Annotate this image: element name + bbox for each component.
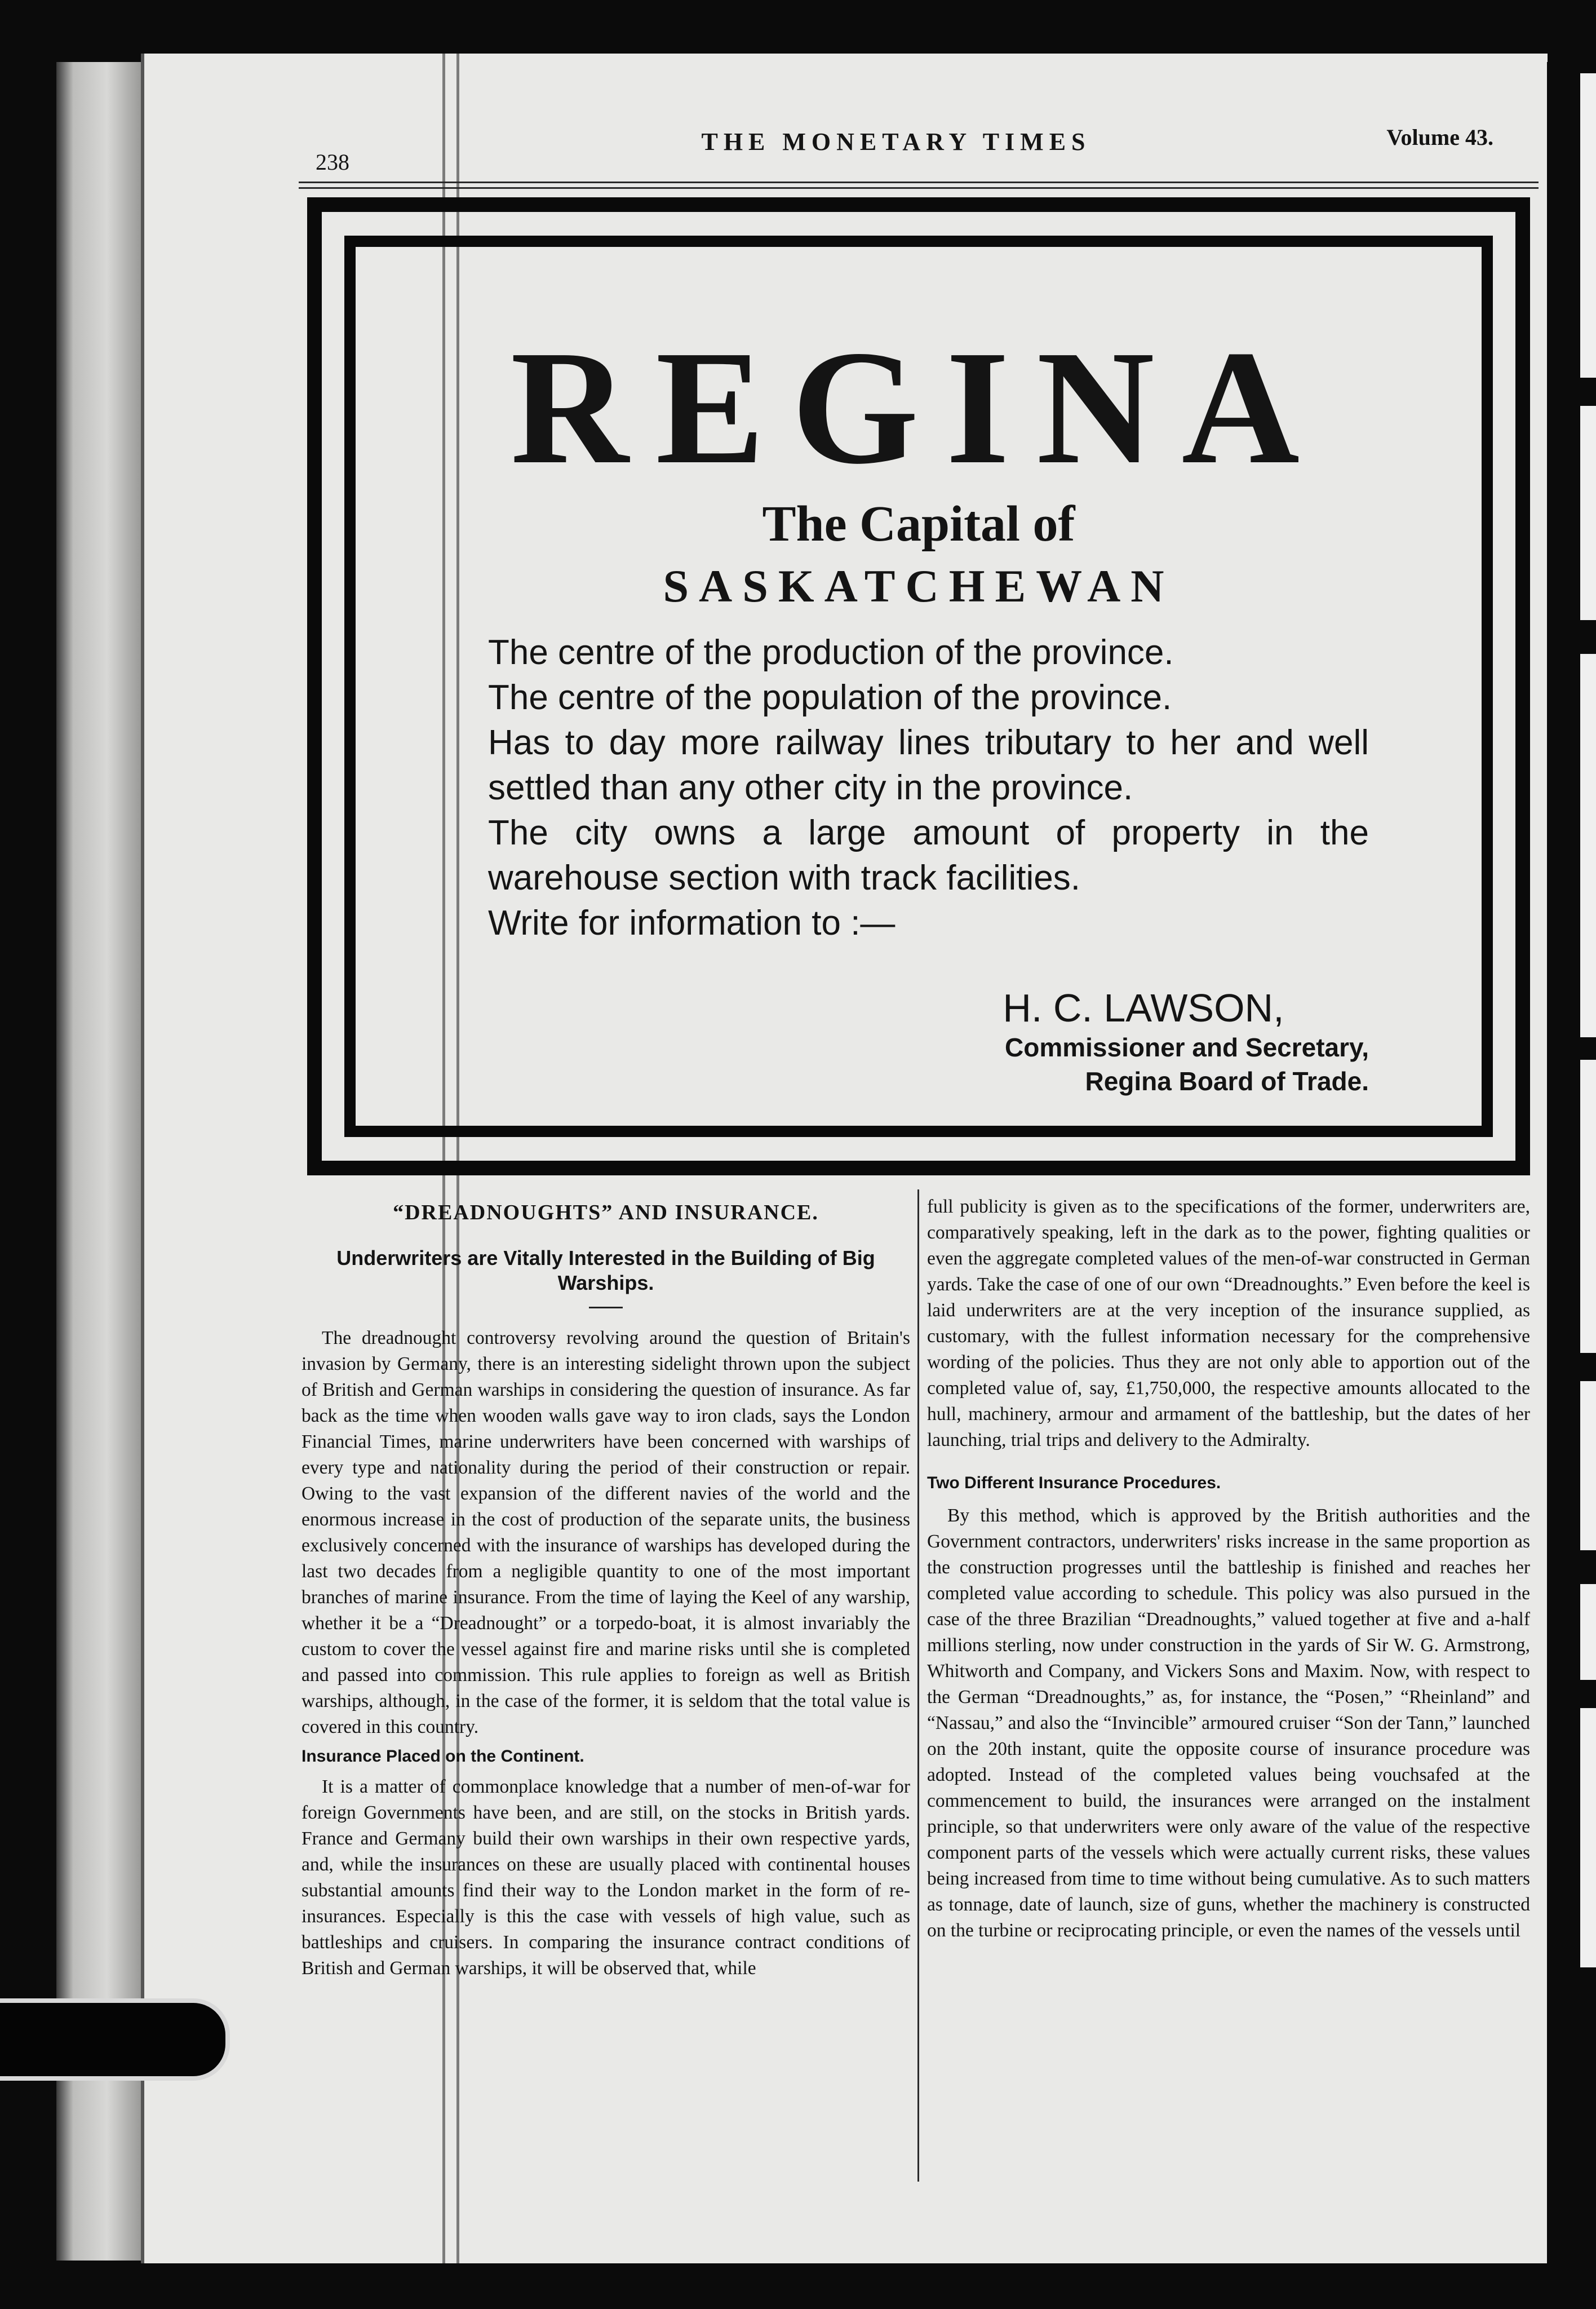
article-headline: “DREADNOUGHTS” AND INSURANCE. bbox=[393, 1201, 819, 1224]
page-number: 238 bbox=[316, 149, 349, 175]
article-column-left bbox=[302, 1194, 910, 1981]
header-rule bbox=[299, 182, 1539, 183]
column-divider bbox=[917, 1189, 919, 2182]
header-rule bbox=[299, 187, 1539, 189]
ad-line: The city owns a large amount of property in the warehouse section with track facilities. bbox=[488, 813, 1369, 897]
running-header bbox=[299, 124, 1493, 175]
ad-body bbox=[488, 630, 1369, 946]
ad-province: SASKATCHEWAN bbox=[663, 560, 1174, 612]
section-heading: Two Different Insurance Procedures. bbox=[927, 1474, 1221, 1492]
volume-label: Volume 43. bbox=[1386, 125, 1493, 150]
article-subheadline: Underwriters are Vitally Interested in the Building of Big Warships. bbox=[336, 1246, 875, 1294]
article-paragraph: By this method, which is approved by the British authorities and the Government contractors, underwriters' risks increase in the same proportion as the construction progresses until the battleship is finished and reaches her completed value according to schedule. This policy was also pursued in the case of the three Brazilian “Dreadnoughts,” valued together at five and a-half millions sterling, now under construction in the yards of Sir W. G. Armstrong, Whitworth and Company, and Vickers Sons and Maxim. Now, with respect to the German “Dreadnoughts,” as, for instance, the “Posen,” “Rheinland” and “Nassau,” and also the “Invincible” armoured cruiser “Son der Tann,” launched on the 20th instant, quite the opposite course of insurance procedure was adopted. Instead of the completed values being vouchsafed at the commencement to build, the insurances were arranged on the instalment principle, so that underwriters were only aware of the value of the respective component parts of the vessels which were actually current risks, these values being increased from time to time without being cumulative. As to such matters as tonnage, date of launch, size of guns, whether the machinery is constructed on the turbine or reciprocating principle, or even the names of the vessels until bbox=[927, 1505, 1530, 1941]
ad-inner-frame bbox=[344, 236, 1493, 1137]
next-page-edge bbox=[1547, 62, 1596, 2309]
article-paragraph: The dreadnought controversy revolving around the question of Britain's invasion by Germany, there is an interesting sidelight thrown upon the subject of British and German warships in considering the question of insurance. As far back as the time when wooden walls gave way to iron clads, says the London Financial Times, marine underwriters have been concerned with warships of every type and nationality during the period of their construction or repair. Owing to the vast expansion of the different navies of the world and the enormous increase in the cost of production of the separate units, the business exclusively concerned with the insurance of warships has developed during the last two decades from a negligible quantity to one of the most important branches of marine insurance. From the time of laying the Keel of any warship, whether it be a “Dreadnought” or a torpedo-boat, it is almost invariably the custom to cover the vessel against fire and marine risks until she is completed and passed into commission. This rule applies to foreign as well as British warships, although, in the case of the former, it is seldom that the total value is covered in this country. bbox=[302, 1328, 910, 1737]
article-paragraph: It is a matter of commonplace knowledge that a number of men-of-war for foreign Governments have been, and are still, on the stocks in British yards. France and Germany build their own warships in their own respective yards, and, while the insurances on these are usually placed with continental houses substantial amounts find their way to the London market in the form of re-insurances. Especially is this the case with vessels of high value, such as battleships and cruisers. In comparing the insurance contract conditions of British and German warships, it will be observed that, while bbox=[302, 1776, 910, 1979]
article-column-right bbox=[927, 1194, 1530, 1944]
book-page-edges bbox=[56, 62, 141, 2261]
signature-name: H. C. LAWSON, bbox=[1003, 986, 1284, 1030]
ad-headline: REGINA bbox=[510, 317, 1327, 498]
ad-line: The centre of the production of the province. bbox=[488, 633, 1174, 672]
page-clip bbox=[0, 1998, 230, 2081]
signature-org: Regina Board of Trade. bbox=[1085, 1067, 1369, 1096]
headline-rule bbox=[589, 1307, 623, 1308]
ad-line: Has to day more railway lines tributary to her and well settled than any other city in the province. bbox=[488, 723, 1369, 807]
ad-line: The centre of the population of the province. bbox=[488, 678, 1172, 717]
signature-role: Commissioner and Secretary, bbox=[1005, 1033, 1369, 1062]
ad-subtitle: The Capital of bbox=[762, 496, 1075, 552]
ad-line: Write for information to :— bbox=[488, 904, 895, 943]
regina-advertisement bbox=[307, 197, 1530, 1175]
article-paragraph: full publicity is given as to the specifications of the former, underwriters are, comparatively speaking, left in the dark as to the power, fighting qualities or even the aggregate completed values of the men-of-war constructed in German yards. Take the case of one of our own “Dreadnoughts.” Even before the keel is laid underwriters are at the very inception of the insurance supplied, as customary, with the fullest information necessary for the comprehensive wording of the policies. Thus they are not only able to apportion out of the completed value of, say, £1,750,000, the respective amounts allocated to the hull, machinery, armour and armament of the battleship, but the dates of her launching, trial trips and delivery to the Admiralty. bbox=[927, 1196, 1530, 1450]
ad-signature bbox=[862, 985, 1369, 1098]
section-heading: Insurance Placed on the Continent. bbox=[302, 1747, 584, 1766]
journal-title: THE MONETARY TIMES bbox=[701, 128, 1091, 156]
